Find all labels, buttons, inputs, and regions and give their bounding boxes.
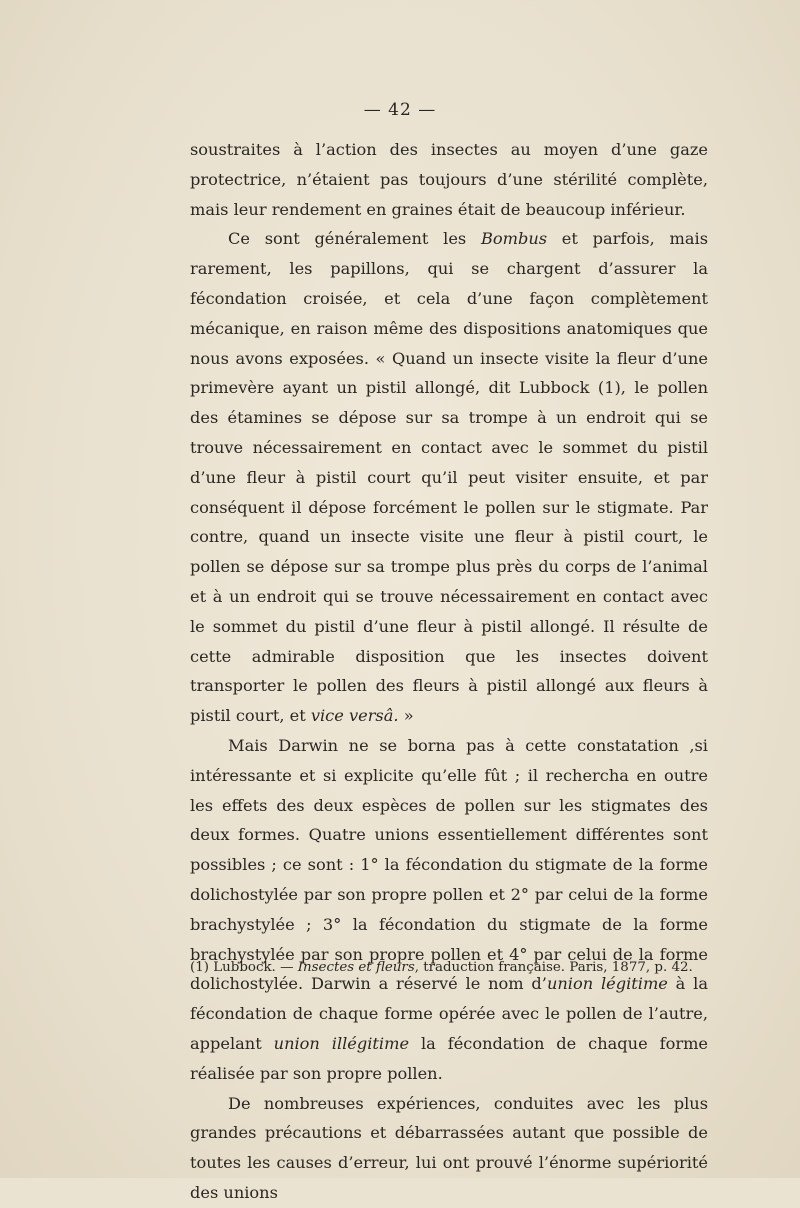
paragraph (190, 1089, 708, 1208)
paragraph (190, 224, 708, 731)
text-run: » (398, 706, 414, 726)
page-number: — 42 — (363, 100, 437, 120)
footnote-text: (1) Lubbock. — (190, 960, 298, 975)
italic-text: union légitime (546, 974, 668, 994)
text-run: et parfois, mais rarement, les papillons, qui se chargent d’assurer la fécondation croisée, et cela d’une façon complètement mécanique, en raison même des dispositions anatomiques que nous avons exposées. « Quand un insecte visite la fleur d’une primevère ayant un pistil allongé, dit Lubbock (1), le pollen des étamines se dépose sur sa trompe à un endroit qui se trouve nécessairement en contact avec le sommet du pistil d’une fleur à pistil court qu’il peut visiter ensuite, et par conséquent il dépose forcément le pollen sur le stigmate. Par contre, quand un insecte visite une fleur à pistil court, le pollen se dépose sur sa trompe plus près du corps de l’animal et à un endroit qui se trouve nécessairement en contact avec le sommet du pistil d’une fleur à pistil allongé. Il résulte de cette admirable disposition que les insectes doivent transporter le pollen des fleurs à pistil allongé aux fleurs à pistil court, et (190, 229, 708, 726)
italic-text: Bombus (480, 229, 548, 249)
footnote-title: Insectes et fleurs (297, 960, 415, 975)
text-run: Ce sont généralement les (228, 229, 481, 249)
paragraph (190, 135, 708, 224)
text-run: soustraites à l’action des insectes au moyen d’une gaze protectrice, n’étaient pas toujours d’une stérilité complète, mais leur rendement en graines était de beaucoup inférieur. (190, 140, 708, 219)
paragraph (190, 731, 708, 1089)
text-run: à la fécondation de chaque forme opérée avec le pollen de l’autre, appelant (190, 974, 708, 1053)
italic-text: vice versâ. (310, 706, 399, 726)
body-text (190, 135, 708, 1208)
italic-text: union illégitime (273, 1033, 410, 1053)
text-run: De nombreuses expériences, conduites avec les plus grandes précautions et débarrassées autant que possible de toutes les causes d’erreur, lui ont prouvé l’énorme supériorité des unions (190, 1093, 708, 1202)
footnote (190, 958, 730, 978)
footnote-text: , traduction française. Paris, 1877, p. 42. (414, 960, 693, 975)
text-run: la fécondation de chaque forme réalisée par son propre pollen. (190, 1033, 709, 1083)
text-run: Mais Darwin ne se borna pas à cette constatation ,si intéressante et si explicite qu’elle fût ; il recherchа en outre les effets des deux espèces de pollen sur les stigmates des deux formes. Quatre unions essentiellement différentes sont possibles ; ce sont : 1° la fécondation du stigmate de la forme dolichostylée par son propre pollen et 2° par celui de la forme brachystylée ; 3° la fécondation du stigmate de la forme brachystylée par son propre pollen et 4° par celui de la forme dolichostylée. Darwin a réservé le nom d’ (190, 735, 708, 994)
